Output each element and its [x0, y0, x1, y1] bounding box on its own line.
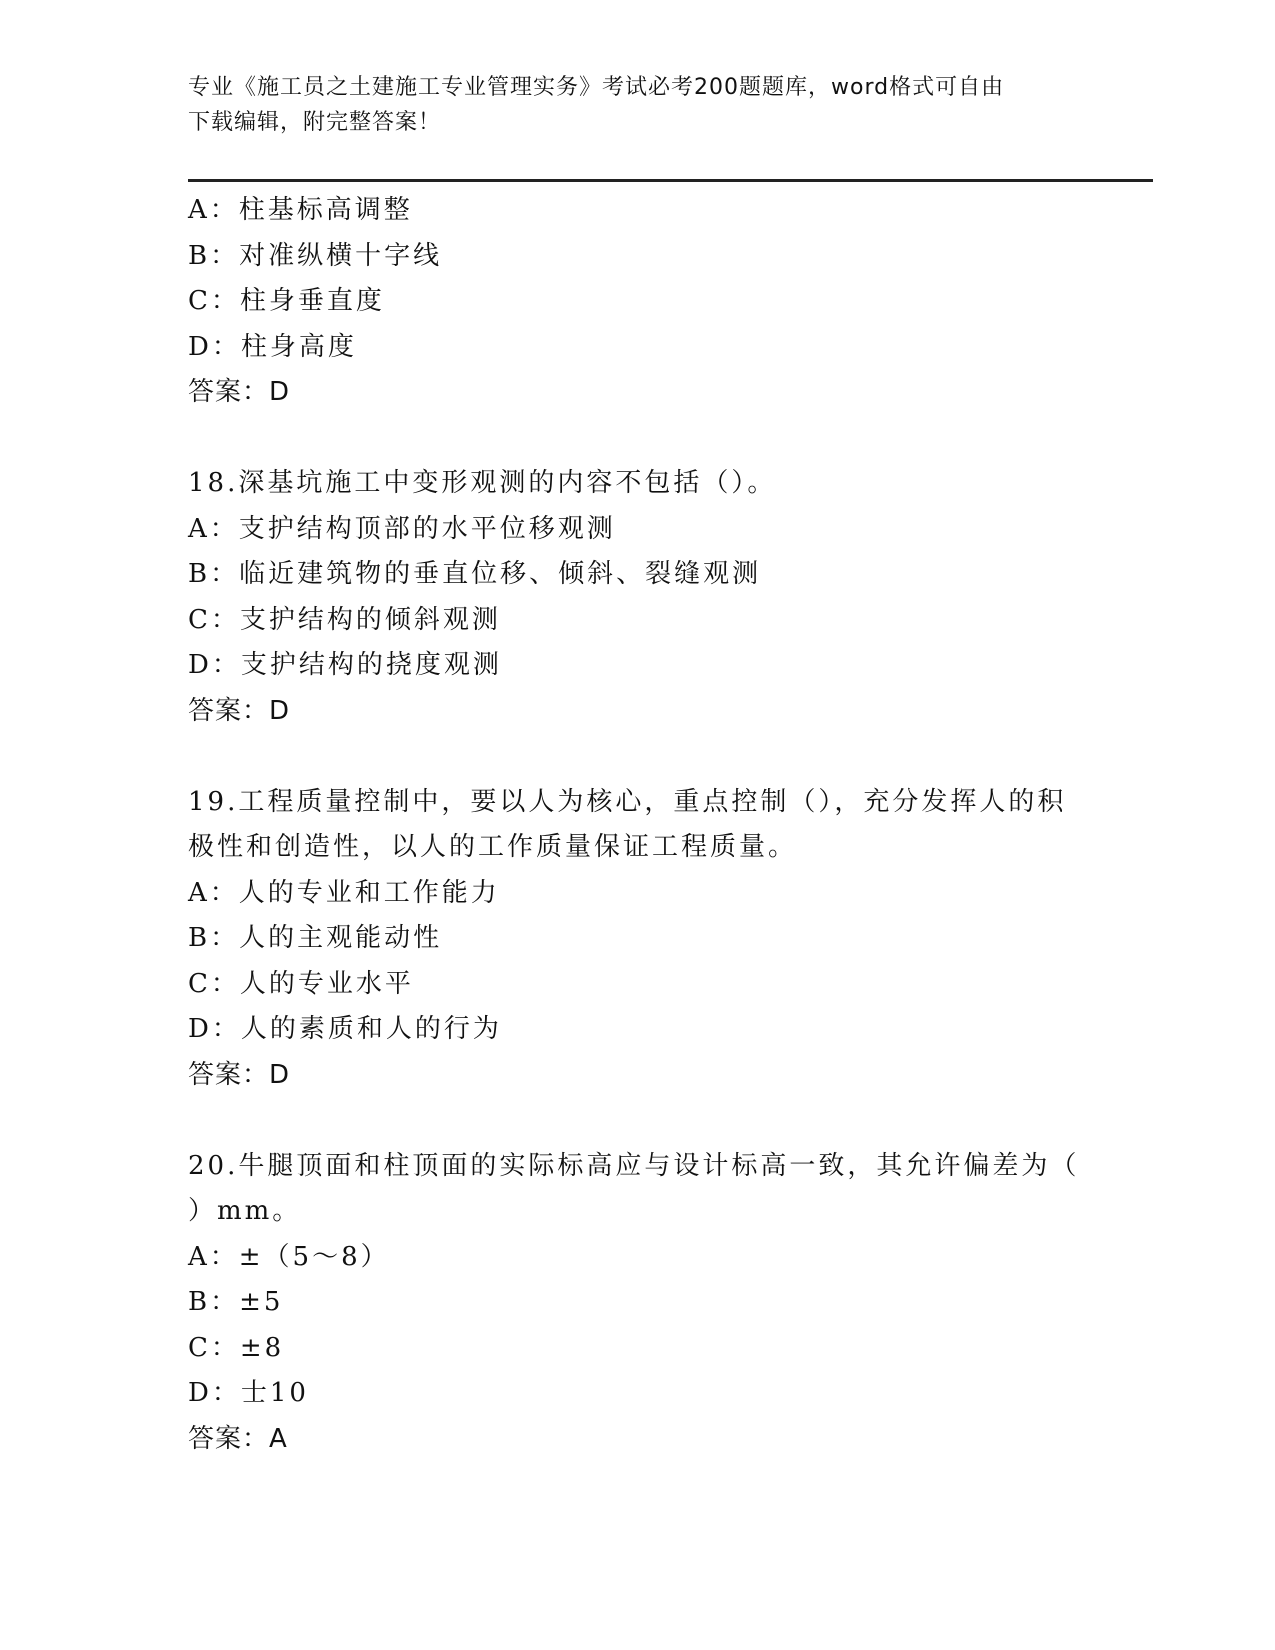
- question-list: [188, 188, 1088, 1462]
- spacer: [188, 1098, 1088, 1144]
- option-d: D：士10: [188, 1378, 309, 1408]
- question-stem-line: 18.深基坑施工中变形观测的内容不包括（）。: [188, 468, 777, 498]
- option-b: B：人的主观能动性: [188, 923, 443, 953]
- spacer: [188, 416, 1088, 462]
- option-c: C：支护结构的倾斜观测: [188, 604, 501, 635]
- option-c: C：柱身垂直度: [188, 286, 385, 316]
- option-a: A：人的专业和工作能力: [188, 877, 500, 908]
- question-stem-line: 极性和创造性，以人的工作质量保证工程质量。: [188, 832, 798, 862]
- answer-text: 答案：D: [188, 377, 291, 407]
- option-c: C：±8: [188, 1332, 285, 1363]
- question-19: [188, 780, 1088, 1099]
- question-17: [188, 188, 1088, 416]
- question-18: [188, 461, 1088, 734]
- answer-text: 答案：D: [188, 1059, 291, 1090]
- option-d: D：支护结构的挠度观测: [188, 650, 502, 680]
- document-header: [188, 70, 1068, 140]
- header-title-line-2: 下载编辑，附完整答案！: [188, 110, 442, 135]
- question-stem-line: 19.工程质量控制中，要以人为核心，重点控制（），充分发挥人的积: [188, 786, 1067, 817]
- option-b: B：临近建筑物的垂直位移、倾斜、裂缝观测: [188, 559, 762, 589]
- header-title-line-1: 专业《施工员之土建施工专业管理实务》考试必考200题题库，word格式可自由: [188, 75, 1005, 100]
- question-stem-line: 20.牛腿顶面和柱顶面的实际标高应与设计标高一致，其允许偏差为（: [188, 1150, 1080, 1181]
- option-a: A：支护结构顶部的水平位移观测: [188, 513, 616, 544]
- answer-text: 答案：A: [188, 1423, 288, 1454]
- option-b: B：对准纵横十字线: [188, 240, 443, 271]
- header-divider: [188, 179, 1153, 182]
- option-d: D：柱身高度: [188, 331, 357, 362]
- spacer: [188, 734, 1088, 780]
- question-stem-line: ）mm。: [188, 1196, 302, 1226]
- option-b: B：±5: [188, 1287, 284, 1317]
- option-a: A：±（5～8）: [188, 1241, 390, 1272]
- question-20: [188, 1144, 1088, 1463]
- option-d: D：人的素质和人的行为: [188, 1014, 502, 1044]
- option-c: C：人的专业水平: [188, 968, 414, 999]
- option-a: A：柱基标高调整: [188, 195, 413, 225]
- answer-text: 答案：D: [188, 695, 291, 726]
